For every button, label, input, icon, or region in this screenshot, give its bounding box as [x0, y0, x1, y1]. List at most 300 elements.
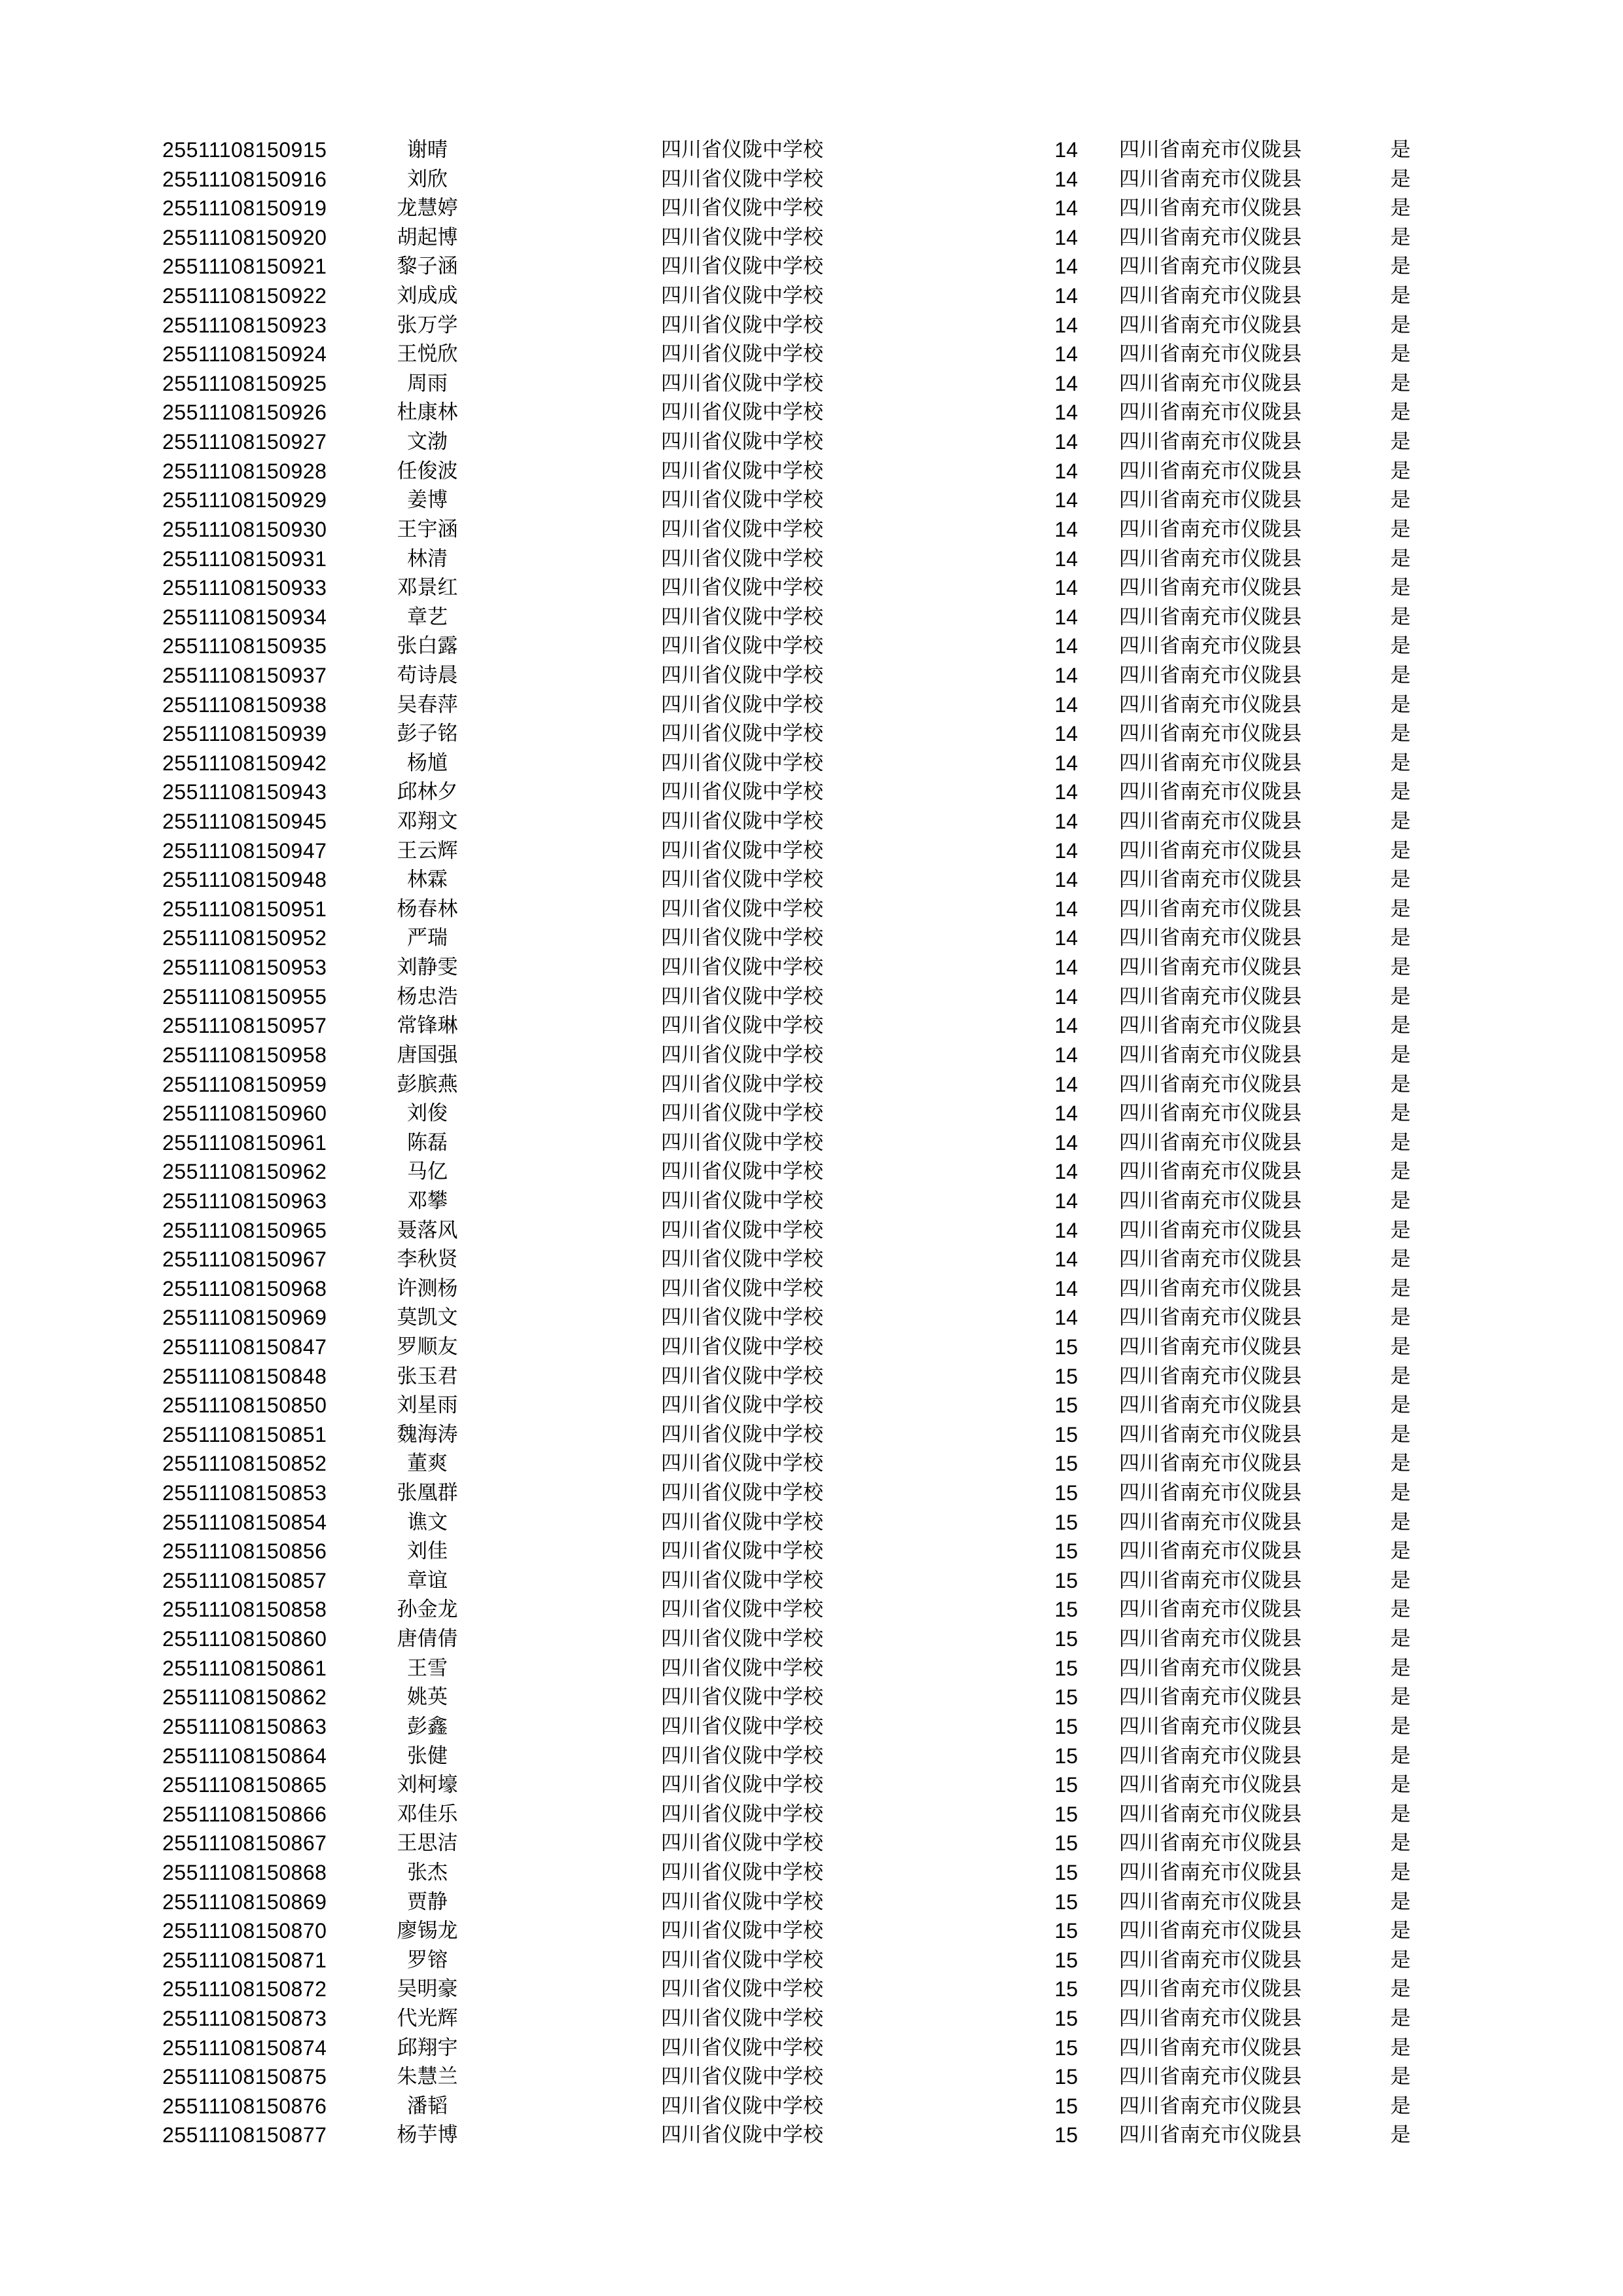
resident-flag-cell: 是	[1390, 1656, 1411, 1679]
resident-flag-cell: 是	[1390, 2094, 1411, 2117]
grade-cell: 14	[1054, 810, 1078, 834]
name-cell: 张健	[407, 1744, 448, 1767]
grade-cell: 15	[1054, 1919, 1078, 1943]
school-cell: 四川省仪陇中学校	[661, 1393, 823, 1417]
table-row	[162, 1391, 1623, 1420]
exam-id-cell: 25511108150851	[162, 1422, 327, 1446]
resident-flag-cell: 是	[1390, 1189, 1411, 1212]
school-cell: 四川省仪陇中学校	[661, 1831, 823, 1855]
resident-flag-cell: 是	[1390, 1014, 1411, 1037]
resident-flag-cell: 是	[1390, 2065, 1411, 2089]
table-row	[162, 1770, 1623, 1800]
region-cell: 四川省南充市仪陇县	[1119, 225, 1302, 249]
region-cell: 四川省南充市仪陇县	[1119, 576, 1302, 600]
resident-flag-cell: 是	[1390, 810, 1411, 833]
grade-cell: 15	[1054, 2036, 1078, 2060]
school-cell: 四川省仪陇中学校	[661, 1714, 823, 1738]
grade-cell: 14	[1054, 196, 1078, 221]
exam-id-cell: 25511108150953	[162, 956, 327, 980]
grade-cell: 14	[1054, 517, 1078, 541]
school-cell: 四川省仪陇中学校	[661, 430, 823, 454]
grade-cell: 14	[1054, 255, 1078, 279]
region-cell: 四川省南充市仪陇县	[1119, 1276, 1302, 1300]
region-cell: 四川省南充市仪陇县	[1119, 751, 1302, 774]
name-cell: 彭膑燕	[397, 1072, 458, 1096]
exam-id-cell: 25511108150867	[162, 1831, 327, 1856]
grade-cell: 15	[1054, 1744, 1078, 1768]
table-row	[162, 486, 1623, 515]
resident-flag-cell: 是	[1390, 751, 1411, 774]
resident-flag-cell: 是	[1390, 1218, 1411, 1242]
name-cell: 许测杨	[397, 1276, 458, 1300]
table-row	[162, 778, 1623, 807]
exam-id-cell: 25511108150957	[162, 1014, 327, 1038]
region-cell: 四川省南充市仪陇县	[1119, 2094, 1302, 2117]
resident-flag-cell: 是	[1390, 2036, 1411, 2059]
exam-id-cell: 25511108150947	[162, 838, 327, 863]
grade-cell: 15	[1054, 1510, 1078, 1534]
resident-flag-cell: 是	[1390, 1364, 1411, 1388]
name-cell: 林霖	[407, 868, 448, 891]
grade-cell: 15	[1054, 1860, 1078, 1884]
table-row	[162, 924, 1623, 953]
grade-cell: 15	[1054, 1393, 1078, 1418]
region-cell: 四川省南充市仪陇县	[1119, 2065, 1302, 2089]
grade-cell: 15	[1054, 1335, 1078, 1359]
exam-id-cell: 25511108150874	[162, 2036, 327, 2060]
table-row	[162, 836, 1623, 866]
name-cell: 邓佳乐	[397, 1802, 458, 1825]
table-row	[162, 632, 1623, 661]
name-cell: 彭子铭	[397, 722, 458, 745]
grade-cell: 14	[1054, 1189, 1078, 1213]
name-cell: 姚英	[407, 1685, 448, 1709]
grade-cell: 14	[1054, 342, 1078, 367]
region-cell: 四川省南充市仪陇县	[1119, 1130, 1302, 1154]
region-cell: 四川省南充市仪陇县	[1119, 1422, 1302, 1446]
name-cell: 莫凯文	[397, 1306, 458, 1329]
exam-id-cell: 25511108150935	[162, 634, 327, 658]
school-cell: 四川省仪陇中学校	[661, 1130, 823, 1154]
region-cell: 四川省南充市仪陇县	[1119, 1014, 1302, 1037]
region-cell: 四川省南充市仪陇县	[1119, 2123, 1302, 2147]
exam-id-cell: 25511108150960	[162, 1102, 327, 1126]
exam-id-cell: 25511108150963	[162, 1189, 327, 1213]
table-row	[162, 1683, 1623, 1712]
resident-flag-cell: 是	[1390, 1977, 1411, 2001]
region-cell: 四川省南充市仪陇县	[1119, 1247, 1302, 1271]
school-cell: 四川省仪陇中学校	[661, 1364, 823, 1388]
exam-id-cell: 25511108150853	[162, 1481, 327, 1505]
name-cell: 邱翔宇	[397, 2036, 458, 2059]
resident-flag-cell: 是	[1390, 1744, 1411, 1767]
exam-id-cell: 25511108150875	[162, 2065, 327, 2089]
resident-flag-cell: 是	[1390, 838, 1411, 862]
school-cell: 四川省仪陇中学校	[661, 196, 823, 220]
region-cell: 四川省南充市仪陇县	[1119, 1510, 1302, 1534]
region-cell: 四川省南充市仪陇县	[1119, 196, 1302, 220]
table-row	[162, 1303, 1623, 1333]
name-cell: 邓翔文	[397, 810, 458, 833]
school-cell: 四川省仪陇中学校	[661, 284, 823, 308]
table-row	[162, 1654, 1623, 1683]
region-cell: 四川省南充市仪陇县	[1119, 1627, 1302, 1651]
region-cell: 四川省南充市仪陇县	[1119, 1948, 1302, 1971]
table-row	[162, 1888, 1623, 1917]
table-row	[162, 1946, 1623, 1975]
school-cell: 四川省仪陇中学校	[661, 605, 823, 628]
school-cell: 四川省仪陇中学校	[661, 2094, 823, 2117]
school-cell: 四川省仪陇中学校	[661, 1189, 823, 1212]
region-cell: 四川省南充市仪陇县	[1119, 1335, 1302, 1358]
region-cell: 四川省南充市仪陇县	[1119, 984, 1302, 1008]
name-cell: 唐倩倩	[397, 1627, 458, 1651]
exam-id-cell: 25511108150926	[162, 401, 327, 425]
exam-id-cell: 25511108150968	[162, 1276, 327, 1300]
school-cell: 四川省仪陇中学校	[661, 634, 823, 658]
exam-id-cell: 25511108150933	[162, 576, 327, 600]
table-row	[162, 1712, 1623, 1742]
grade-cell: 14	[1054, 722, 1078, 746]
exam-id-cell: 25511108150865	[162, 1773, 327, 1797]
resident-flag-cell: 是	[1390, 1276, 1411, 1300]
region-cell: 四川省南充市仪陇县	[1119, 1714, 1302, 1738]
school-cell: 四川省仪陇中学校	[661, 401, 823, 424]
table-row	[162, 1333, 1623, 1362]
grade-cell: 15	[1054, 1977, 1078, 2001]
exam-id-cell: 25511108150860	[162, 1627, 327, 1651]
table-row	[162, 1858, 1623, 1888]
region-cell: 四川省南充市仪陇县	[1119, 401, 1302, 424]
name-cell: 刘欣	[407, 167, 448, 190]
resident-flag-cell: 是	[1390, 371, 1411, 395]
grade-cell: 14	[1054, 634, 1078, 658]
table-row	[162, 2004, 1623, 2034]
exam-id-cell: 25511108150876	[162, 2094, 327, 2118]
grade-cell: 14	[1054, 926, 1078, 950]
exam-id-cell: 25511108150969	[162, 1306, 327, 1330]
grade-cell: 14	[1054, 401, 1078, 425]
school-cell: 四川省仪陇中学校	[661, 1860, 823, 1884]
name-cell: 马亿	[407, 1160, 448, 1183]
name-cell: 刘成成	[397, 284, 458, 308]
name-cell: 张凰群	[397, 1481, 458, 1505]
grade-cell: 15	[1054, 1656, 1078, 1680]
exam-id-cell: 25511108150862	[162, 1685, 327, 1710]
region-cell: 四川省南充市仪陇县	[1119, 342, 1302, 366]
region-cell: 四川省南充市仪陇县	[1119, 956, 1302, 979]
table-row	[162, 1099, 1623, 1128]
exam-id-cell: 25511108150965	[162, 1218, 327, 1242]
resident-flag-cell: 是	[1390, 459, 1411, 482]
region-cell: 四川省南充市仪陇县	[1119, 692, 1302, 716]
exam-id-cell: 25511108150877	[162, 2123, 327, 2147]
table-row	[162, 1070, 1623, 1100]
resident-flag-cell: 是	[1390, 1802, 1411, 1825]
region-cell: 四川省南充市仪陇县	[1119, 1160, 1302, 1183]
exam-id-cell: 25511108150856	[162, 1539, 327, 1564]
name-cell: 王宇涵	[397, 517, 458, 541]
name-cell: 周雨	[407, 371, 448, 395]
table-row	[162, 1128, 1623, 1158]
table-row	[162, 661, 1623, 691]
exam-id-cell: 25511108150847	[162, 1335, 327, 1359]
name-cell: 章谊	[407, 1568, 448, 1592]
region-cell: 四川省南充市仪陇县	[1119, 1860, 1302, 1884]
school-cell: 四川省仪陇中学校	[661, 138, 823, 161]
name-cell: 刘佳	[407, 1539, 448, 1563]
region-cell: 四川省南充市仪陇县	[1119, 517, 1302, 541]
resident-flag-cell: 是	[1390, 1043, 1411, 1066]
exam-id-cell: 25511108150939	[162, 722, 327, 746]
name-cell: 聂落风	[397, 1218, 458, 1242]
grade-cell: 14	[1054, 138, 1078, 162]
exam-id-cell: 25511108150866	[162, 1802, 327, 1826]
school-cell: 四川省仪陇中学校	[661, 2065, 823, 2089]
name-cell: 姜博	[407, 488, 448, 512]
table-row	[162, 865, 1623, 895]
grade-cell: 14	[1054, 1247, 1078, 1272]
region-cell: 四川省南充市仪陇县	[1119, 1043, 1302, 1066]
name-cell: 潘韬	[407, 2094, 448, 2117]
resident-flag-cell: 是	[1390, 401, 1411, 424]
resident-flag-cell: 是	[1390, 488, 1411, 512]
region-cell: 四川省南充市仪陇县	[1119, 1802, 1302, 1825]
region-cell: 四川省南充市仪陇县	[1119, 1393, 1302, 1417]
table-row	[162, 1362, 1623, 1391]
name-cell: 孙金龙	[397, 1598, 458, 1621]
name-cell: 陈磊	[407, 1130, 448, 1154]
school-cell: 四川省仪陇中学校	[661, 1539, 823, 1563]
table-row	[162, 1566, 1623, 1596]
table-row	[162, 1274, 1623, 1304]
resident-flag-cell: 是	[1390, 722, 1411, 745]
exam-id-cell: 25511108150864	[162, 1744, 327, 1768]
school-cell: 四川省仪陇中学校	[661, 1656, 823, 1679]
school-cell: 四川省仪陇中学校	[661, 1598, 823, 1621]
name-cell: 刘柯壕	[397, 1773, 458, 1797]
grade-cell: 14	[1054, 1043, 1078, 1067]
name-cell: 张万学	[397, 313, 458, 336]
table-row	[162, 1011, 1623, 1041]
exam-id-cell: 25511108150961	[162, 1130, 327, 1155]
table-row	[162, 1449, 1623, 1479]
grade-cell: 14	[1054, 430, 1078, 454]
school-cell: 四川省仪陇中学校	[661, 897, 823, 920]
table-row	[162, 603, 1623, 632]
name-cell: 廖锡龙	[397, 1919, 458, 1943]
grade-cell: 14	[1054, 1306, 1078, 1330]
region-cell: 四川省南充市仪陇县	[1119, 1977, 1302, 2001]
resident-flag-cell: 是	[1390, 342, 1411, 366]
name-cell: 刘星雨	[397, 1393, 458, 1417]
grade-cell: 14	[1054, 1218, 1078, 1242]
school-cell: 四川省仪陇中学校	[661, 663, 823, 687]
table-row	[162, 1975, 1623, 2004]
table-row	[162, 2092, 1623, 2121]
school-cell: 四川省仪陇中学校	[661, 1218, 823, 1242]
resident-flag-cell: 是	[1390, 1422, 1411, 1446]
resident-flag-cell: 是	[1390, 138, 1411, 161]
school-cell: 四川省仪陇中学校	[661, 1422, 823, 1446]
exam-id-cell: 25511108150922	[162, 284, 327, 308]
name-cell: 杜康林	[397, 401, 458, 424]
school-cell: 四川省仪陇中学校	[661, 1306, 823, 1329]
grade-cell: 14	[1054, 897, 1078, 921]
school-cell: 四川省仪陇中学校	[661, 2007, 823, 2030]
region-cell: 四川省南充市仪陇县	[1119, 810, 1302, 833]
table-row	[162, 2121, 1623, 2150]
grade-cell: 15	[1054, 1685, 1078, 1710]
region-cell: 四川省南充市仪陇县	[1119, 780, 1302, 804]
resident-flag-cell: 是	[1390, 1481, 1411, 1505]
region-cell: 四川省南充市仪陇县	[1119, 488, 1302, 512]
grade-cell: 14	[1054, 692, 1078, 717]
region-cell: 四川省南充市仪陇县	[1119, 926, 1302, 950]
grade-cell: 15	[1054, 1539, 1078, 1564]
grade-cell: 14	[1054, 576, 1078, 600]
school-cell: 四川省仪陇中学校	[661, 225, 823, 249]
school-cell: 四川省仪陇中学校	[661, 1247, 823, 1271]
table-row	[162, 311, 1623, 340]
region-cell: 四川省南充市仪陇县	[1119, 1656, 1302, 1679]
school-cell: 四川省仪陇中学校	[661, 956, 823, 979]
school-cell: 四川省仪陇中学校	[661, 868, 823, 891]
name-cell: 谢晴	[407, 138, 448, 161]
table-row	[162, 807, 1623, 836]
table-row	[162, 1742, 1623, 1771]
student-roster-table	[162, 135, 1623, 2150]
resident-flag-cell: 是	[1390, 1860, 1411, 1884]
exam-id-cell: 25511108150852	[162, 1452, 327, 1476]
grade-cell: 14	[1054, 780, 1078, 804]
exam-id-cell: 25511108150920	[162, 225, 327, 249]
table-row	[162, 545, 1623, 574]
grade-cell: 14	[1054, 984, 1078, 1009]
school-cell: 四川省仪陇中学校	[661, 926, 823, 950]
table-row	[162, 1800, 1623, 1829]
exam-id-cell: 25511108150934	[162, 605, 327, 629]
school-cell: 四川省仪陇中学校	[661, 1802, 823, 1825]
school-cell: 四川省仪陇中学校	[661, 722, 823, 745]
name-cell: 罗顺友	[397, 1335, 458, 1358]
resident-flag-cell: 是	[1390, 1539, 1411, 1563]
region-cell: 四川省南充市仪陇县	[1119, 1364, 1302, 1388]
resident-flag-cell: 是	[1390, 1714, 1411, 1738]
school-cell: 四川省仪陇中学校	[661, 371, 823, 395]
name-cell: 严瑞	[407, 926, 448, 950]
grade-cell: 15	[1054, 1948, 1078, 1972]
table-row	[162, 1157, 1623, 1187]
exam-id-cell: 25511108150861	[162, 1656, 327, 1680]
region-cell: 四川省南充市仪陇县	[1119, 1539, 1302, 1563]
school-cell: 四川省仪陇中学校	[661, 1773, 823, 1797]
resident-flag-cell: 是	[1390, 956, 1411, 979]
table-row	[162, 135, 1623, 165]
table-row	[162, 369, 1623, 399]
school-cell: 四川省仪陇中学校	[661, 1890, 823, 1913]
grade-cell: 15	[1054, 1773, 1078, 1797]
region-cell: 四川省南充市仪陇县	[1119, 838, 1302, 862]
exam-id-cell: 25511108150850	[162, 1393, 327, 1418]
region-cell: 四川省南充市仪陇县	[1119, 138, 1302, 161]
region-cell: 四川省南充市仪陇县	[1119, 313, 1302, 336]
grade-cell: 14	[1054, 371, 1078, 395]
name-cell: 邓攀	[407, 1189, 448, 1212]
table-row	[162, 165, 1623, 194]
name-cell: 张白露	[397, 634, 458, 658]
school-cell: 四川省仪陇中学校	[661, 692, 823, 716]
table-row	[162, 719, 1623, 749]
resident-flag-cell: 是	[1390, 897, 1411, 920]
grade-cell: 14	[1054, 225, 1078, 249]
grade-cell: 15	[1054, 2007, 1078, 2030]
exam-id-cell: 25511108150951	[162, 897, 327, 921]
name-cell: 文渤	[407, 430, 448, 454]
table-row	[162, 1420, 1623, 1450]
exam-id-cell: 25511108150916	[162, 167, 327, 191]
school-cell: 四川省仪陇中学校	[661, 2123, 823, 2147]
name-cell: 杨忠浩	[397, 984, 458, 1008]
resident-flag-cell: 是	[1390, 984, 1411, 1008]
name-cell: 王思洁	[397, 1831, 458, 1855]
grade-cell: 15	[1054, 1481, 1078, 1505]
exam-id-cell: 25511108150868	[162, 1860, 327, 1884]
exam-id-cell: 25511108150869	[162, 1890, 327, 1914]
name-cell: 魏海涛	[397, 1422, 458, 1446]
region-cell: 四川省南充市仪陇县	[1119, 1568, 1302, 1592]
resident-flag-cell: 是	[1390, 2007, 1411, 2030]
exam-id-cell: 25511108150931	[162, 547, 327, 571]
table-row	[162, 1508, 1623, 1537]
resident-flag-cell: 是	[1390, 576, 1411, 600]
table-row	[162, 1041, 1623, 1070]
grade-cell: 14	[1054, 605, 1078, 629]
table-row	[162, 895, 1623, 924]
resident-flag-cell: 是	[1390, 1919, 1411, 1943]
resident-flag-cell: 是	[1390, 1452, 1411, 1475]
region-cell: 四川省南充市仪陇县	[1119, 722, 1302, 745]
exam-id-cell: 25511108150945	[162, 810, 327, 834]
resident-flag-cell: 是	[1390, 780, 1411, 804]
exam-id-cell: 25511108150943	[162, 780, 327, 804]
exam-id-cell: 25511108150959	[162, 1072, 327, 1096]
exam-id-cell: 25511108150863	[162, 1714, 327, 1738]
resident-flag-cell: 是	[1390, 868, 1411, 891]
grade-cell: 14	[1054, 313, 1078, 337]
region-cell: 四川省南充市仪陇县	[1119, 284, 1302, 308]
grade-cell: 15	[1054, 1831, 1078, 1856]
exam-id-cell: 25511108150967	[162, 1247, 327, 1272]
table-row	[162, 1624, 1623, 1654]
school-cell: 四川省仪陇中学校	[661, 1977, 823, 2001]
name-cell: 罗镕	[407, 1948, 448, 1971]
grade-cell: 14	[1054, 751, 1078, 775]
resident-flag-cell: 是	[1390, 430, 1411, 454]
name-cell: 刘俊	[407, 1102, 448, 1125]
region-cell: 四川省南充市仪陇县	[1119, 1102, 1302, 1125]
exam-id-cell: 25511108150854	[162, 1510, 327, 1534]
name-cell: 胡起博	[397, 225, 458, 249]
table-row	[162, 223, 1623, 253]
exam-id-cell: 25511108150930	[162, 517, 327, 541]
school-cell: 四川省仪陇中学校	[661, 313, 823, 336]
table-row	[162, 515, 1623, 545]
region-cell: 四川省南充市仪陇县	[1119, 459, 1302, 482]
region-cell: 四川省南充市仪陇县	[1119, 547, 1302, 570]
grade-cell: 15	[1054, 1714, 1078, 1738]
school-cell: 四川省仪陇中学校	[661, 1919, 823, 1943]
